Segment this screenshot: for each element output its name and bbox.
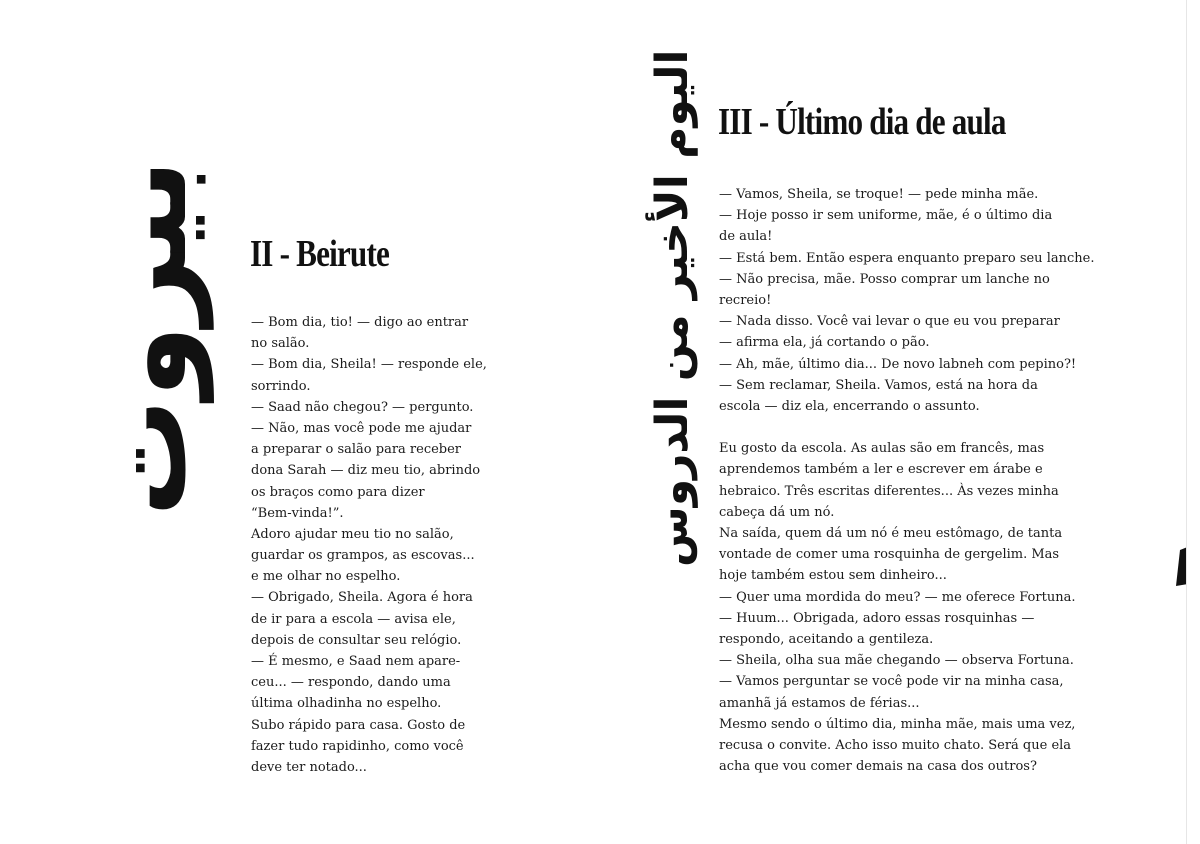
text-line: — Sheila, olha sua mãe chegando — observa Fortuna. (719, 653, 1074, 669)
chapter-title-left: II - Beirute (250, 233, 390, 275)
text-line: — Nada disso. Você vai levar o que eu vou preparar (719, 314, 1060, 330)
text-line: sorrindo. (251, 378, 311, 394)
chapter-title-right: III - Último dia de aula (718, 101, 1006, 143)
text-line: última olhadinha no espelho. (251, 696, 442, 712)
arabic-title-beirut: بيروت (75, 159, 213, 517)
text-line: deve ter notado... (251, 759, 367, 775)
text-line: Adoro ajudar meu tio no salão, (251, 526, 454, 542)
text-line: amanhã já estamos de férias... (719, 695, 920, 711)
text-line: Subo rápido para casa. Gosto de (251, 717, 466, 733)
right-page-body (719, 184, 1094, 777)
text-line: a preparar o salão para receber (251, 442, 462, 458)
text-line: hoje também estou sem dinheiro... (719, 568, 947, 584)
text-line: respondo, aceitando a gentileza. (719, 631, 934, 647)
text-line: dona Sarah — diz meu tio, abrindo (251, 463, 481, 479)
text-line: escola — diz ela, encerrando o assunto. (719, 398, 980, 414)
text-line: Mesmo sendo o último dia, minha mãe, mais uma vez, (719, 716, 1076, 732)
text-line: de aula! (719, 229, 773, 245)
text-line: — Quer uma mordida do meu? — me oferece Fortuna. (719, 589, 1076, 605)
text-line: — Está bem. Então espera enquanto preparo seu lanche. (719, 250, 1095, 266)
text-line: — Vamos perguntar se você pode vir na minha casa, (719, 674, 1064, 690)
text-line: no salão. (251, 336, 310, 352)
text-line: — Bom dia, Sheila! — responde ele, (251, 357, 487, 373)
text-line: e me olhar no espelho. (251, 569, 401, 585)
text-line: Eu gosto da escola. As aulas são em francês, mas (719, 441, 1045, 457)
text-line: — Hoje posso ir sem uniforme, mãe, é o último dia (719, 208, 1053, 224)
text-line: — Sem reclamar, Sheila. Vamos, está na hora da (719, 377, 1038, 393)
text-line: — Não precisa, mãe. Posso comprar um lanche no (719, 271, 1050, 287)
text-line: depois de consultar seu relógio. (251, 632, 462, 648)
text-line: recusa o convite. Acho isso muito chato. Será que ela (719, 737, 1072, 753)
text-line: “Bem-vinda!”. (251, 505, 344, 521)
paragraph-gap (719, 417, 1094, 438)
text-line: — Bom dia, tio! — digo ao entrar (251, 315, 469, 330)
text-line: cabeça dá um nó. (719, 504, 835, 520)
text-line: — afirma ela, já cortando o pão. (719, 335, 930, 351)
text-line: — Não, mas você pode me ajudar (251, 420, 472, 436)
text-line: — Huum... Obrigada, adoro essas rosquinhas — (719, 610, 1035, 626)
text-line: — Ah, mãe, último dia... De novo labneh com pepino?! (719, 356, 1077, 372)
page-edge (1186, 0, 1200, 844)
text-line: guardar os grampos, as escovas... (251, 548, 475, 564)
left-page-body (251, 312, 487, 778)
text-line: acha que vou comer demais na casa dos outros? (719, 759, 1037, 775)
text-line: hebraico. Três escritas diferentes... Às vezes minha (719, 483, 1059, 499)
arabic-title-last-day: اليوم الأخير من الدروس (647, 49, 698, 567)
text-line: vontade de comer uma rosquinha de gergelim. Mas (719, 547, 1060, 563)
text-line: Na saída, quem dá um nó é meu estômago, de tanta (719, 526, 1063, 541)
text-line: fazer tudo rapidinho, como você (251, 738, 464, 754)
text-line: recreio! (719, 292, 772, 308)
text-line: os braços como para dizer (251, 484, 425, 500)
text-line: — Vamos, Sheila, se troque! — pede minha mãe. (719, 187, 1039, 202)
text-line: aprendemos também a ler e escrever em árabe e (719, 462, 1043, 478)
text-line: — É mesmo, e Saad nem apare- (251, 654, 461, 669)
text-line: — Saad não chegou? — pergunto. (251, 399, 474, 415)
text-line: ceu... — respondo, dando uma (251, 675, 451, 691)
text-line: de ir para a escola — avisa ele, (251, 611, 456, 627)
text-line: — Obrigado, Sheila. Agora é hora (251, 590, 473, 606)
